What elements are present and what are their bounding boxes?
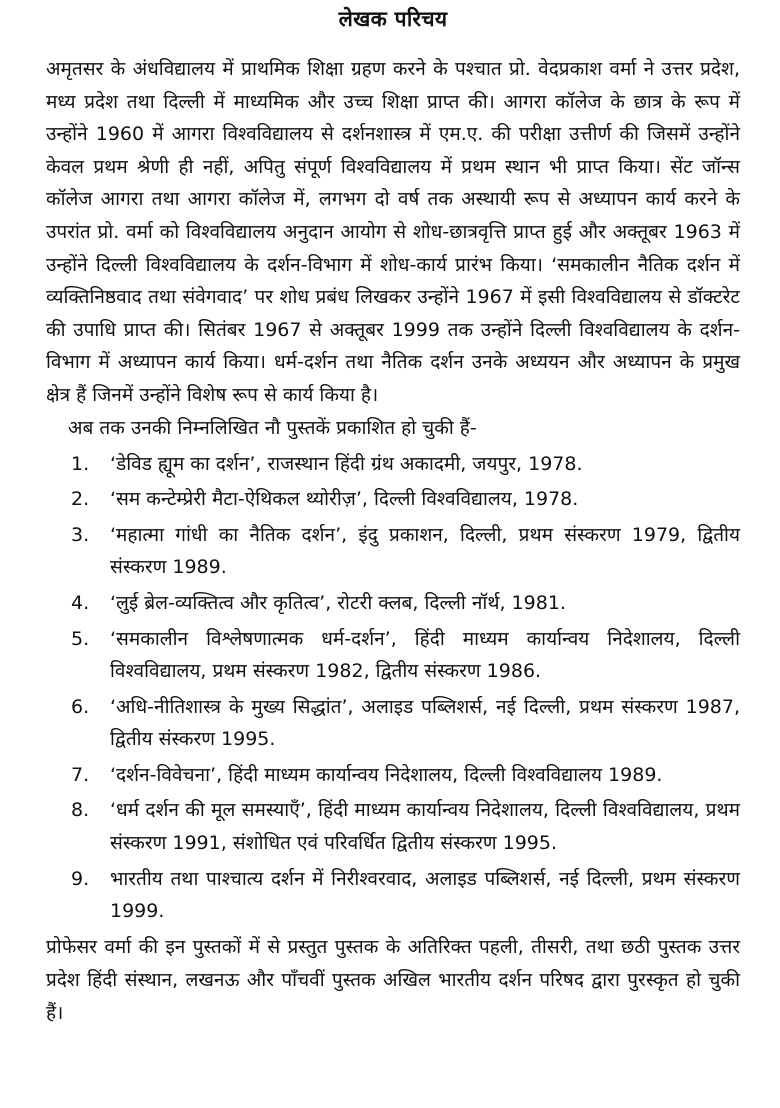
list-item bbox=[46, 448, 740, 481]
list-item-text: ‘समकालीन विश्लेषणात्मक धर्म-दर्शन’, हिंदी माध्यम कार्यान्वय निदेशालय, दिल्ली विश्वविद्यालय, प्रथम संस्करण 1982, द्वितीय संस्करण 1986. bbox=[110, 627, 740, 683]
list-item-number: 9. bbox=[71, 867, 90, 890]
list-item bbox=[46, 863, 740, 928]
list-item bbox=[46, 519, 740, 584]
list-item-number: 3. bbox=[71, 523, 90, 546]
list-item-text: ‘धर्म दर्शन की मूल समस्याएँ’, हिंदी माध्यम कार्यान्वय निदेशालय, दिल्ली विश्वविद्यालय, प्रथम संस्करण 1991, संशोधित एवं परिवर्धित द्वितीय संस्करण 1995. bbox=[110, 799, 740, 855]
list-item-text: ‘लुई ब्रेल-व्यक्तित्व और कृतित्व’, रोटरी क्लब, दिल्ली नॉर्थ, 1981. bbox=[110, 591, 566, 614]
closing-paragraph: प्रोफेसर वर्मा की इन पुस्तकों में से प्रस्तुत पुस्तक के अतिरिक्त पहली, तीसरी, तथा छठी पुस्तक उत्तर प्रदेश हिंदी संस्थान, लखनऊ और पाँचवीं पुस्तक अखिल भारतीय दर्शन परिषद द्वारा पुरस्कृत हो चुकी हैं। bbox=[46, 935, 740, 1024]
list-item bbox=[46, 623, 740, 688]
list-item bbox=[46, 794, 740, 859]
list-item bbox=[46, 587, 740, 620]
book-list bbox=[46, 448, 740, 928]
list-item-number: 4. bbox=[71, 591, 90, 614]
intro-paragraph: अमृतसर के अंधविद्यालय में प्राथमिक शिक्षा ग्रहण करने के पश्चात प्रो. वेदप्रकाश वर्मा ने उत्तर प्रदेश, मध्य प्रदेश तथा दिल्ली में माध्यमिक और उच्च शिक्षा प्राप्त की। आगरा कॉलेज के छात्र के रूप में उन्होंने 1960 में आगरा विश्वविद्यालय से दर्शनशास्त्र में एम.ए. की परीक्षा उत्तीर्ण की जिसमें उन्होंने केवल प्रथम श्रेणी ही नहीं, अपितु संपूर्ण विश्वविद्यालय में प्रथम स्थान भी प्राप्त किया। सेंट जॉन्स कॉलेज आगरा तथा आगरा कॉलेज में, लगभग दो वर्ष तक अस्थायी रूप से अध्यापन कार्य करने के उपरांत प्रो. वर्मा को विश्वविद्यालय अनुदान आयोग से शोध-छात्रवृत्ति प्राप्त हुई और अक्तूबर 1963 में उन्होंने दिल्ली विश्वविद्यालय के दर्शन-विभाग में शोध-कार्य प्रारंभ किया। ‘समकालीन नैतिक दर्शन में व्यक्तिनिष्ठवाद तथा संवेगवाद’ पर शोध प्रबंध लिखकर उन्होंने 1967 में इसी विश्वविद्यालय से डॉक्टरेट की उपाधि प्राप्त की। सितंबर 1967 से अक्तूबर 1999 तक उन्होंने दिल्ली विश्वविद्यालय के दर्शन-विभाग में अध्यापन कार्य किया। धर्म-दर्शन तथा नैतिक दर्शन उनके अध्ययन और अध्यापन के प्रमुख क्षेत्र हैं जिनमें उन्होंने विशेष रूप से कार्य किया है। bbox=[46, 58, 740, 406]
list-item-number: 2. bbox=[71, 488, 90, 511]
list-item-number: 8. bbox=[71, 799, 90, 822]
list-item-text: ‘दर्शन-विवेचना’, हिंदी माध्यम कार्यान्वय निदेशालय, दिल्ली विश्वविद्यालय 1989. bbox=[110, 763, 663, 786]
page-title: लेखक परिचय bbox=[338, 7, 448, 31]
list-item-text: ‘डेविड ह्यूम का दर्शन’, राजस्थान हिंदी ग्रंथ अकादमी, जयपुर, 1978. bbox=[110, 452, 583, 475]
list-item-number: 1. bbox=[71, 452, 90, 475]
list-item bbox=[46, 691, 740, 756]
list-item-text: ‘अधि-नीतिशास्त्र के मुख्य सिद्धांत’, अलाइड पब्लिशर्स, नई दिल्ली, प्रथम संस्करण 1987, द्वितीय संस्करण 1995. bbox=[110, 695, 740, 751]
list-item bbox=[46, 483, 740, 516]
list-item-number: 6. bbox=[71, 695, 90, 718]
books-intro: अब तक उनकी निम्नलिखित नौ पुस्तकें प्रकाशित हो चुकी हैं- bbox=[68, 416, 477, 439]
list-item-number: 5. bbox=[71, 627, 90, 650]
list-item-text: ‘सम कन्टेम्प्रेरी मैटा-ऐथिकल थ्योरीज़’, दिल्ली विश्वविद्यालय, 1978. bbox=[110, 488, 579, 511]
list-item-number: 7. bbox=[71, 763, 90, 786]
list-item-text: ‘महात्मा गांधी का नैतिक दर्शन’, इंदु प्रकाशन, दिल्ली, प्रथम संस्करण 1979, द्वितीय संस्करण 1989. bbox=[110, 523, 740, 579]
list-item-text: भारतीय तथा पाश्चात्य दर्शन में निरीश्वरवाद, अलाइड पब्लिशर्स, नई दिल्ली, प्रथम संस्करण 1999. bbox=[110, 867, 740, 923]
list-item bbox=[46, 759, 740, 792]
